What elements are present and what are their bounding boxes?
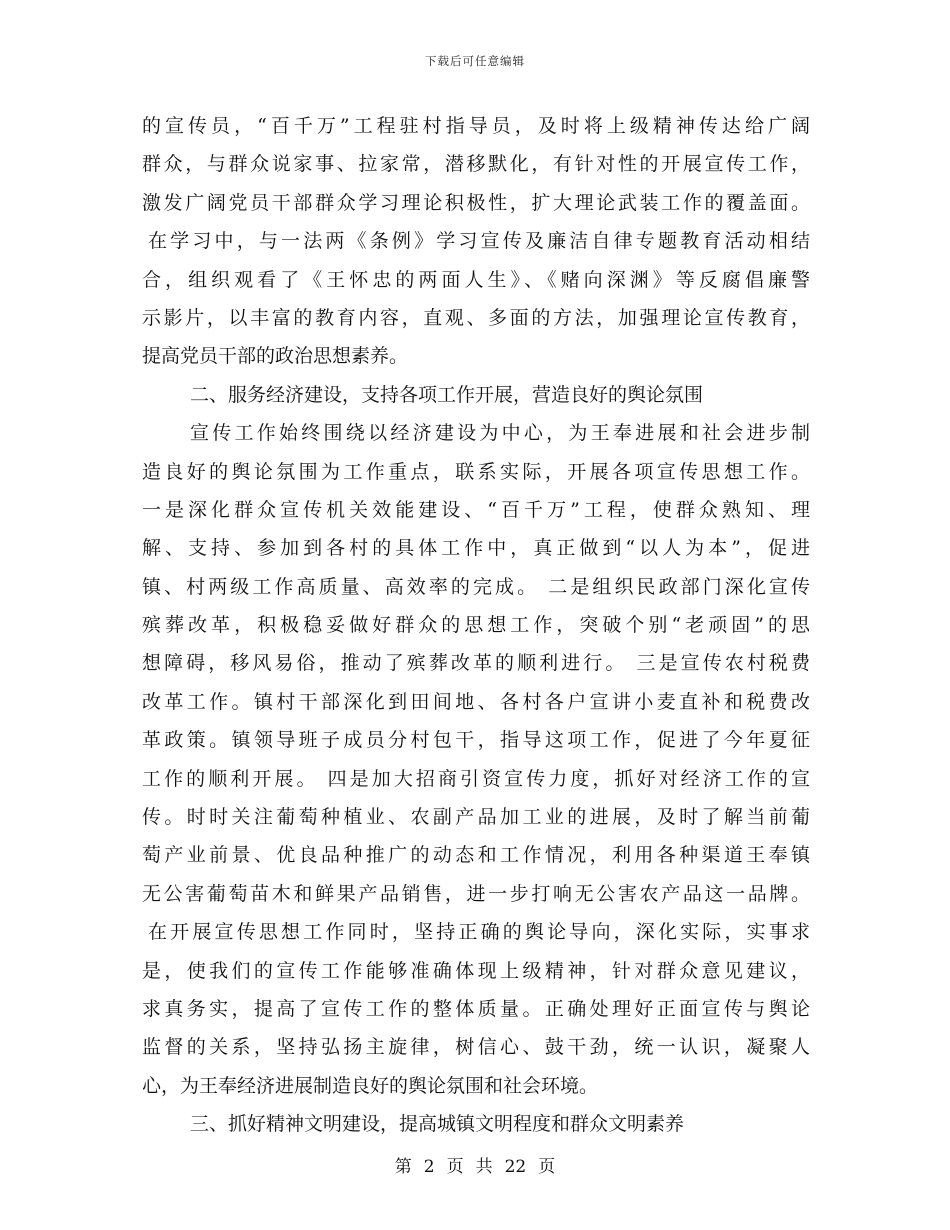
body-line: 提高党员干部的政治思想素养。 [142,345,409,368]
page-footer [0,1152,950,1177]
body-line: 无公害葡萄苗木和鲜果产品销售，进一步打响无公害农产品这一品牌。 [142,882,810,905]
body-line: 在学习中，与一法两《条例》学习宣传及廉洁自律专题教育活动相结 [148,230,810,253]
body-line: 工作的顺利开展。 四是加大招商引资宣传力度，抓好对经济工作的宣 [142,767,810,790]
body-line: 激发广阔党员干部群众学习理论积极性，扩大理论武装工作的覆盖面。 [142,191,810,214]
body-line: 传。时时关注葡萄种植业、农副产品加工业的进展，及时了解当前葡 [142,806,810,829]
body-line: 在开展宣传思想工作同时，坚持正确的舆论导向，深化实际，实事求 [148,921,810,944]
page-header: 下载后可任意编辑 [425,54,525,68]
body-line: 造良好的舆论氛围为工作重点，联系实际，开展各项宣传思想工作。 [142,460,810,483]
body-line: 合，组织观看了《王怀忠的两面人生》、《赌向深渊》等反腐倡廉警 [142,268,810,291]
page-current: 2 [423,1157,435,1177]
section-heading: 二、服务经济建设，支持各项工作开展，营造良好的舆论氛围 [190,383,704,406]
page-label-mid: 页 [446,1157,464,1177]
body-line: 心，为王奉经济进展制造良好的舆论氛围和社会环境。 [142,1074,599,1097]
body-line: 示影片，以丰富的教育内容，直观、多面的方法，加强理论宣传教育， [142,306,810,329]
page-label-total-prefix: 共 [475,1157,493,1177]
body-line: 改革工作。镇村干部深化到田间地、各村各户宣讲小麦直补和税费改 [142,690,810,713]
body-line: 殡葬改革，积极稳妥做好群众的思想工作，突破个别“老顽固”的思 [142,614,810,637]
body-line: 一是深化群众宣传机关效能建设、“百千万”工程，使群众熟知、理 [142,498,810,521]
body-line: 革政策。镇领导班子成员分村包干，指导这项工作，促进了今年夏征 [142,729,810,752]
document-body [142,107,810,1144]
body-line: 想障碍，移风易俗，推动了殡葬改革的顺利进行。 三是宣传农村税费 [142,652,810,675]
body-line: 镇、村两级工作高质量、高效率的完成。 二是组织民政部门深化宣传 [142,575,810,598]
body-line: 的宣传员，“百千万”工程驻村指导员，及时将上级精神传达给广阔 [142,115,810,137]
body-line: 求真务实，提高了宣传工作的整体质量。正确处理好正面宣传与舆论 [142,997,810,1020]
body-line: 群众，与群众说家事、拉家常，潜移默化，有针对性的开展宣传工作， [142,153,810,176]
body-line: 监督的关系，坚持弘扬主旋律，树信心、鼓干劲，统一认识，凝聚人 [142,1036,810,1059]
section-heading: 三、抓好精神文明建设，提高城镇文明程度和群众文明素养 [190,1113,685,1136]
page-label-suffix: 页 [538,1157,556,1177]
body-line: 宣传工作始终围绕以经济建设为中心，为王奉进展和社会进步制 [190,422,810,445]
body-line: 萄产业前景、优良品种推广的动态和工作情况，利用各种渠道王奉镇 [142,844,810,867]
body-line: 解、支持、参加到各村的具体工作中，真正做到“以人为本”，促进 [142,537,810,560]
page-total: 22 [504,1157,527,1177]
page-label-prefix: 第 [394,1157,412,1177]
body-line: 是，使我们的宣传工作能够准确体现上级精神，针对群众意见建议， [142,959,810,982]
